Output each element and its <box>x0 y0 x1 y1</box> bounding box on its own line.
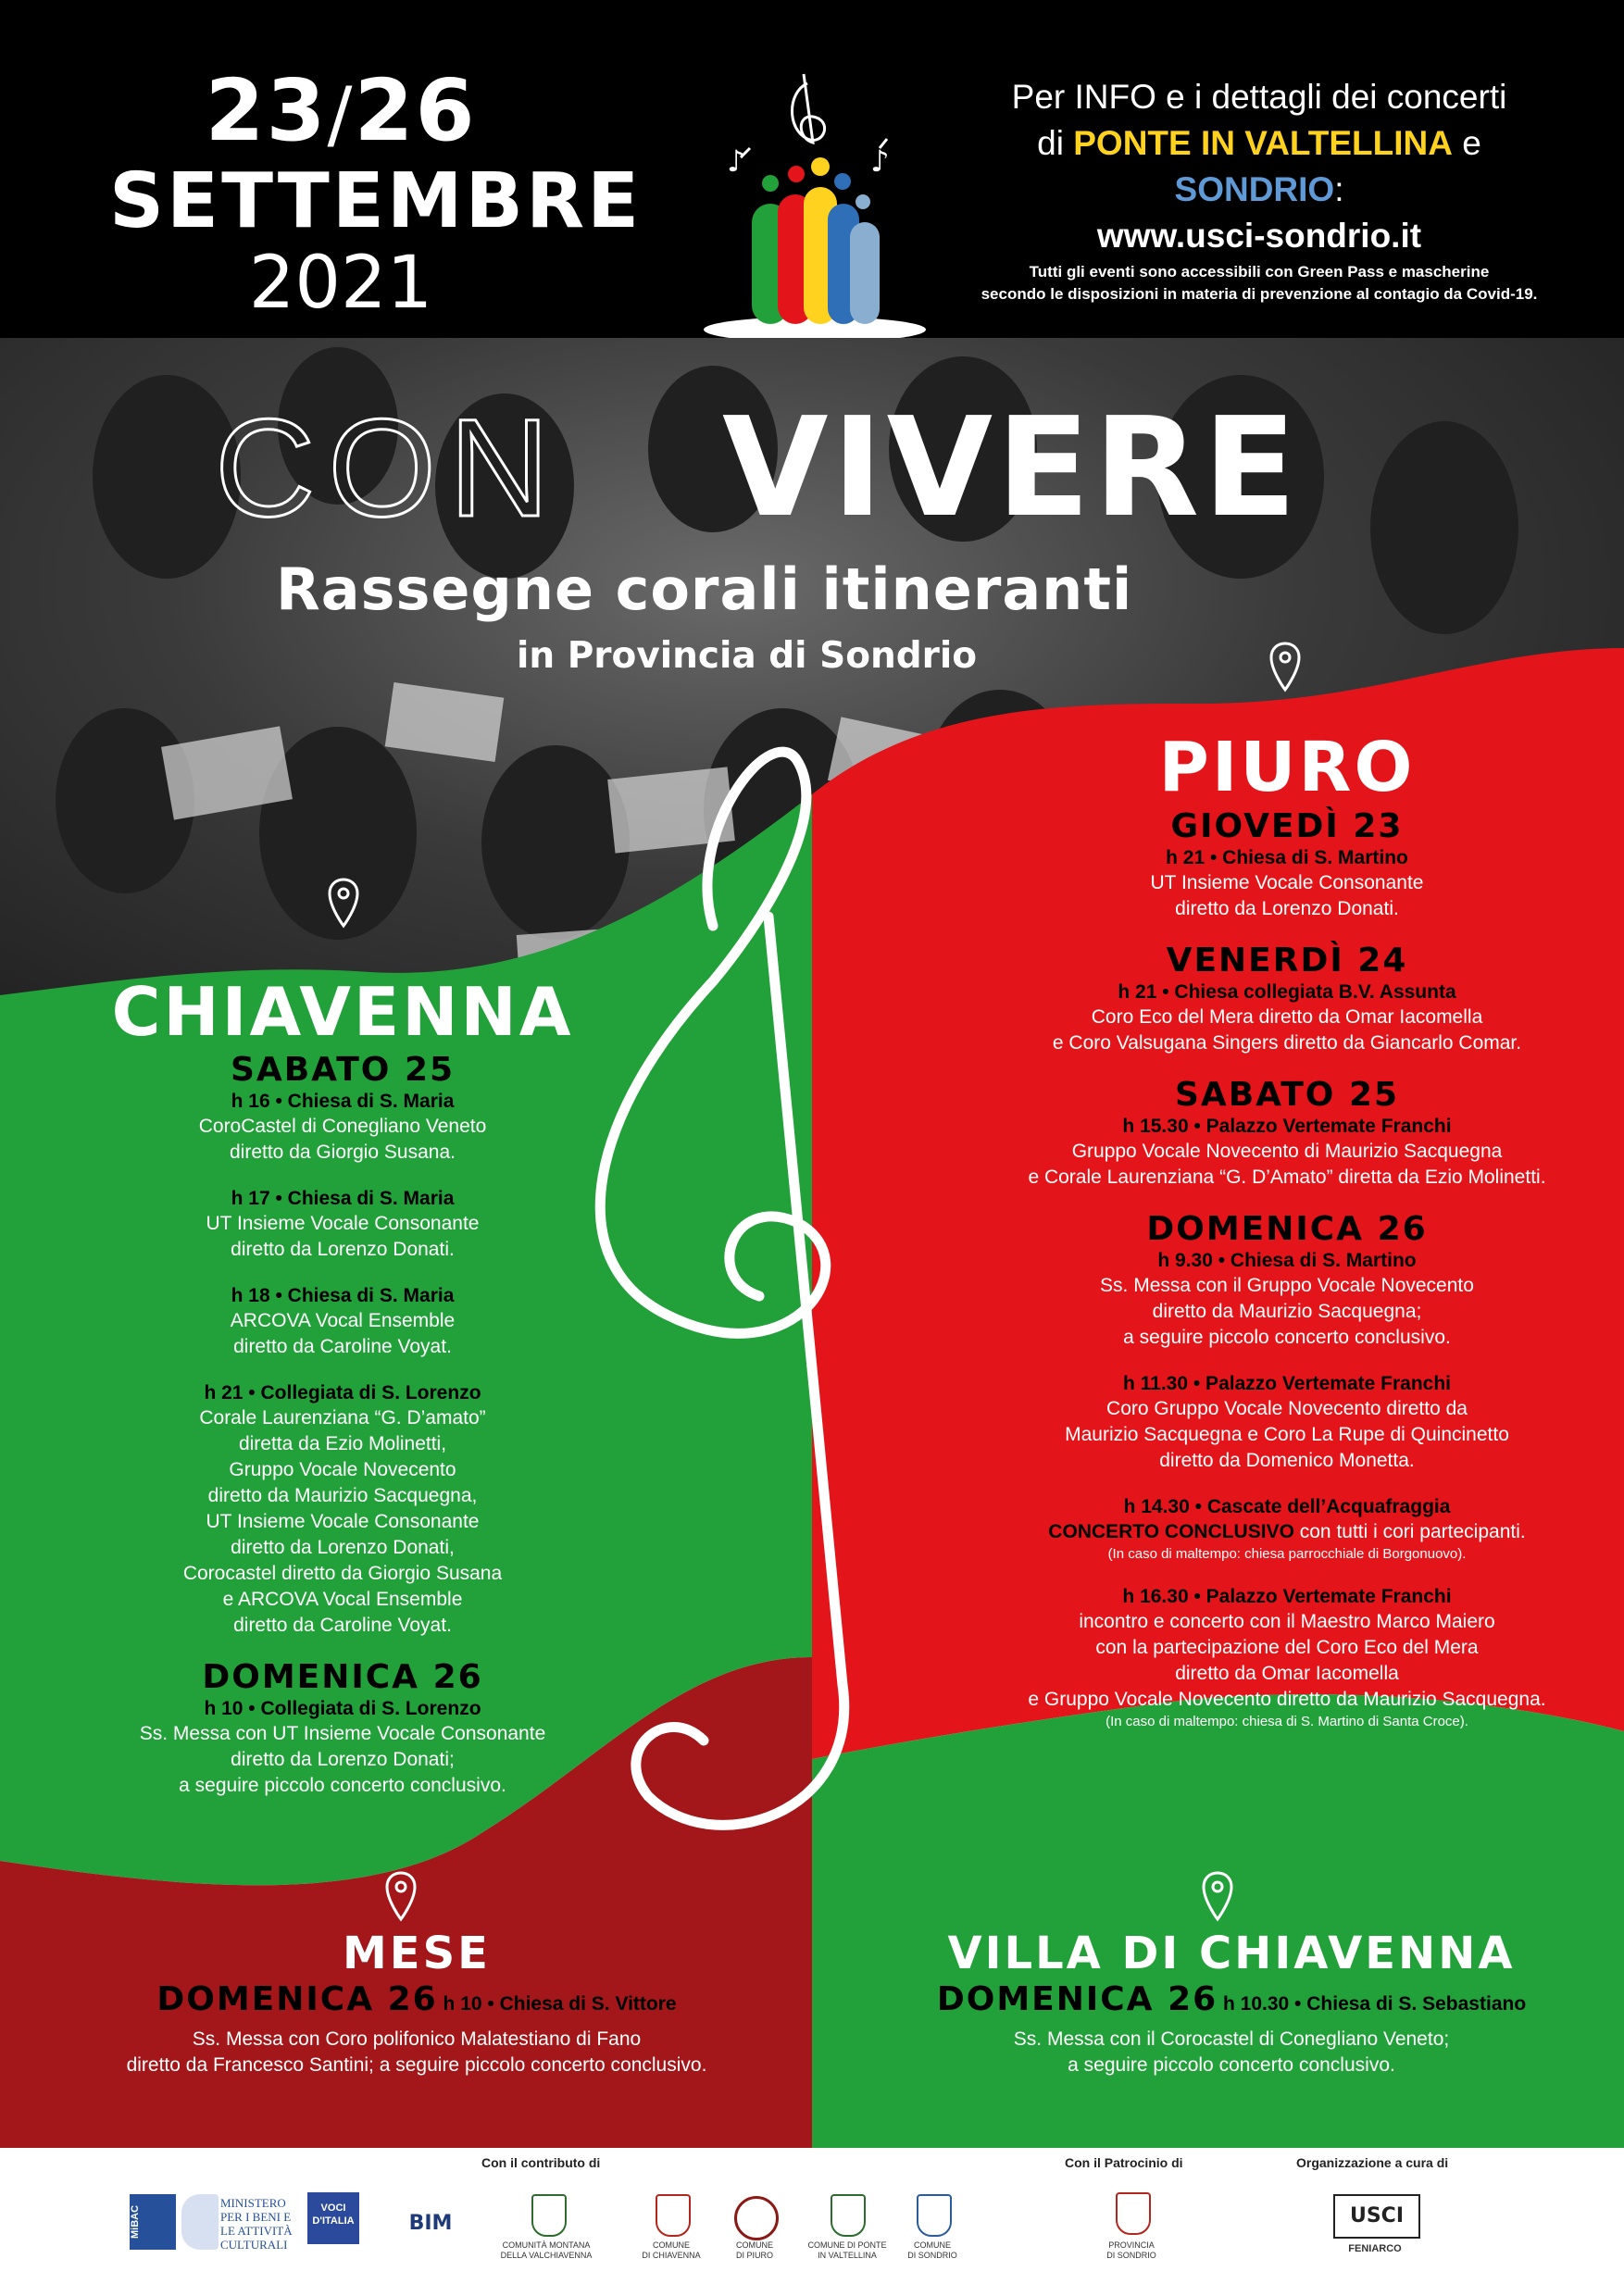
info-city-ponte: PONTE IN VALTELLINA <box>1073 124 1453 162</box>
piuro-ev7-line: incontro e concerto con il Maestro Marco Maiero <box>1079 1611 1495 1632</box>
chiavenna-ev5-head: h 10 • Collegiata di S. Lorenzo <box>204 1698 481 1719</box>
feniarco-caption: FENIARCO <box>1348 2243 1402 2254</box>
piuro-ev5-line: diretto da Domenico Monetta. <box>1159 1450 1415 1471</box>
info-and: e <box>1462 124 1481 162</box>
comunita-montana-crest-icon <box>531 2194 567 2237</box>
chiavenna-ev4-line: diretto da Caroline Voyat. <box>233 1615 452 1636</box>
day-venerdi: VENERDÌ 24 <box>1166 942 1408 980</box>
day-giovedi: GIOVEDÌ 23 <box>1170 807 1404 845</box>
date-start: 23 <box>205 61 328 160</box>
pin-icon-chiavenna <box>330 880 357 926</box>
voci-line: D'ITALIA <box>312 2215 355 2227</box>
svg-text:♪: ♪ <box>727 144 746 179</box>
caption-line: DI CHIAVENNA <box>642 2251 701 2260</box>
piuro-ev5-head: h 11.30 • Palazzo Vertemate Franchi <box>1122 1373 1452 1394</box>
day-domenica: DOMENICA 26 <box>936 1980 1218 2018</box>
caption-line: COMUNE <box>653 2240 690 2250</box>
voci-line: VOCI <box>320 2202 346 2214</box>
piuro-ev4-line: diretto da Maurizio Sacquegna; <box>1152 1301 1422 1322</box>
covid-line2: secondo le disposizioni in materia di prevenzione al contagio da Covid-19. <box>981 285 1538 303</box>
info-pre: di <box>1037 124 1064 162</box>
piuro-ev3-line: e Corale Laurenziana “G. D’Amato” diretta da Ezio Molinetti. <box>1028 1167 1546 1188</box>
piuro-ev1-line: diretto da Lorenzo Donati. <box>1175 898 1399 919</box>
chiavenna-ev4-head: h 21 • Collegiata di S. Lorenzo <box>204 1382 481 1404</box>
mese-line: diretto da Francesco Santini; a seguire piccolo concerto conclusivo. <box>126 2054 707 2076</box>
piuro-block <box>981 727 1593 1731</box>
bim-logo: BIM <box>408 2212 453 2235</box>
caption-line: DELLA VALCHIAVENNA <box>500 2251 593 2260</box>
piuro-ev6-line <box>981 1519 1593 1545</box>
piuro-ev7-head: h 16.30 • Palazzo Vertemate Franchi <box>1122 1586 1452 1607</box>
piuro-ev3-line: Gruppo Vocale Novecento di Maurizio Sacquegna <box>1071 1141 1503 1162</box>
chiavenna-ev3-line: diretto da Caroline Voyat. <box>233 1336 452 1357</box>
villa-date-line <box>870 1979 1593 2027</box>
city-mese: MESE <box>343 1928 491 1979</box>
chiavenna-ev4-line: Corocastel diretto da Giorgio Susana <box>182 1563 503 1584</box>
piuro-ev1-head: h 21 • Chiesa di S. Martino <box>1166 847 1408 868</box>
date-month: SETTEMBRE <box>109 157 643 245</box>
mese-date-line <box>56 1979 778 2027</box>
chiavenna-caption <box>625 2240 718 2261</box>
ministero-line: CULTURALI <box>220 2238 288 2252</box>
villa-line: Ss. Messa con il Corocastel di Conegliano Veneto; <box>1013 2028 1450 2050</box>
caption-line: COMUNITÀ MONTANA <box>502 2240 591 2250</box>
mese-block <box>56 1928 778 2078</box>
pin-icon-piuro <box>1271 643 1299 690</box>
piuro-caption <box>708 2240 801 2261</box>
piuro-ev5-line: Coro Gruppo Vocale Novecento diretto da <box>1106 1398 1468 1419</box>
comunita-montana-caption <box>491 2240 602 2261</box>
piuro-ev7-line: e Gruppo Vocale Novecento diretto da Maurizio Sacquegna. <box>1028 1689 1546 1710</box>
date-slash: / <box>327 71 355 157</box>
ministero-text <box>220 2196 293 2252</box>
provincia-caption <box>1085 2240 1178 2261</box>
city-piuro: PIURO <box>1158 728 1416 807</box>
mese-head: h 10 • Chiesa di S. Vittore <box>437 1993 677 2015</box>
caption-line: DI SONDRIO <box>907 2251 957 2260</box>
chiavenna-ev5-line: Ss. Messa con UT Insieme Vocale Consonante <box>139 1723 546 1744</box>
caption-line: DI SONDRIO <box>1106 2251 1156 2260</box>
piuro-ev4-line: a seguire piccolo concerto conclusivo. <box>1123 1327 1451 1348</box>
voci-ditalia-logo <box>307 2192 359 2244</box>
chiavenna-ev3-head: h 18 • Chiesa di S. Maria <box>231 1285 455 1306</box>
usci-logo: USCI <box>1333 2194 1420 2239</box>
caption-line: DI PIURO <box>735 2251 773 2260</box>
title-con: CON <box>215 390 563 545</box>
date-year: 2021 <box>248 242 433 325</box>
piuro-ev7-line: con la partecipazione del Coro Eco del Mera <box>1095 1637 1479 1658</box>
city-villa-di-chiavenna: VILLA DI CHIAVENNA <box>947 1928 1516 1979</box>
chiavenna-ev4-line: diretta da Ezio Molinetti, <box>238 1433 447 1454</box>
subtitle-province: in Provincia di Sondrio <box>517 635 978 677</box>
chiavenna-ev4-line: Gruppo Vocale Novecento <box>229 1459 456 1480</box>
caption-line: COMUNE <box>914 2240 951 2250</box>
chiavenna-ev5-line: diretto da Lorenzo Donati; <box>231 1749 455 1770</box>
chiavenna-ev4-line: Corale Laurenziana “G. D’amato” <box>199 1407 486 1429</box>
day-domenica: DOMENICA 26 <box>156 1980 438 2018</box>
piuro-ev2-head: h 21 • Chiesa collegiata B.V. Assunta <box>1118 981 1456 1003</box>
piuro-seal-icon <box>734 2196 779 2240</box>
svg-text:♪: ♪ <box>870 144 890 179</box>
mese-line: Ss. Messa con Coro polifonico Malatestiano di Fano <box>192 2028 642 2050</box>
city-chiavenna: CHIAVENNA <box>111 973 574 1051</box>
chiavenna-ev2-head: h 17 • Chiesa di S. Maria <box>231 1188 455 1209</box>
sondrio-caption <box>886 2240 979 2261</box>
day-sabato: SABATO 25 <box>230 1051 456 1089</box>
info-colon: : <box>1334 170 1344 208</box>
chiavenna-ev4-line: UT Insieme Vocale Consonante <box>206 1511 480 1532</box>
villa-line: a seguire piccolo concerto conclusivo. <box>1068 2054 1395 2076</box>
date-end: 26 <box>354 61 477 160</box>
info-city-sondrio: SONDRIO <box>1174 170 1335 208</box>
caption-line: COMUNE DI PONTE <box>807 2240 887 2250</box>
piuro-ev1-line: UT Insieme Vocale Consonante <box>1150 872 1424 893</box>
ministero-line: MINISTERO <box>220 2196 286 2210</box>
piuro-ev5-line: Maurizio Sacquegna e Coro La Rupe di Quincinetto <box>1065 1424 1509 1445</box>
villa-block <box>870 1928 1593 2078</box>
piuro-ev7-note: (In caso di maltempo: chiesa di S. Martino di Santa Croce). <box>1106 1714 1468 1729</box>
patrocinio-label: Con il Patrocinio di <box>1065 2155 1183 2170</box>
day-sabato: SABATO 25 <box>1174 1076 1400 1114</box>
chiavenna-crest-icon <box>656 2194 691 2237</box>
ponte-crest-icon <box>831 2194 866 2237</box>
chiavenna-block <box>46 972 639 1799</box>
chiavenna-ev4-line: e ARCOVA Vocal Ensemble <box>222 1589 463 1610</box>
chiavenna-ev4-line: diretto da Lorenzo Donati, <box>231 1537 455 1558</box>
piuro-ev6-head: h 14.30 • Cascate dell’Acquafraggia <box>1123 1496 1451 1517</box>
contributo-label: Con il contributo di <box>481 2155 601 2170</box>
piuro-ev2-line: Coro Eco del Mera diretto da Omar Iacomella <box>1091 1006 1483 1028</box>
chiavenna-ev1-head: h 16 • Chiesa di S. Maria <box>231 1091 455 1112</box>
mibac-logo: MiBAC <box>130 2194 176 2250</box>
covid-line1: Tutti gli eventi sono accessibili con Green Pass e mascherine <box>1029 263 1490 281</box>
chiavenna-ev3-line: ARCOVA Vocal Ensemble <box>230 1310 456 1331</box>
ministero-line: LE ATTIVITÀ <box>220 2224 293 2238</box>
sponsors-footer <box>0 2148 1624 2296</box>
dante-profile-icon <box>181 2194 219 2250</box>
sondrio-crest-icon <box>917 2194 952 2237</box>
info-line1: Per INFO e i dettagli dei concerti <box>1011 78 1507 116</box>
piuro-ev2-line: e Coro Valsugana Singers diretto da Giancarlo Comar. <box>1052 1032 1522 1054</box>
subtitle: Rassegne corali itineranti <box>276 555 1133 623</box>
organizzazione-label: Organizzazione a cura di <box>1296 2155 1449 2170</box>
chiavenna-ev2-line: diretto da Lorenzo Donati. <box>231 1239 455 1260</box>
day-domenica: DOMENICA 26 <box>1146 1210 1428 1248</box>
piuro-ev6-note: (In caso di maltempo: chiesa parrocchiale di Borgonuovo). <box>1107 1546 1467 1562</box>
chiavenna-ev2-line: UT Insieme Vocale Consonante <box>206 1213 480 1234</box>
chiavenna-ev5-line: a seguire piccolo concerto conclusivo. <box>179 1775 506 1796</box>
day-domenica: DOMENICA 26 <box>202 1658 483 1696</box>
piuro-ev4-head: h 9.30 • Chiesa di S. Martino <box>1157 1250 1417 1271</box>
villa-head: h 10.30 • Chiesa di S. Sebastiano <box>1218 1993 1527 2015</box>
chiavenna-ev1-line: CoroCastel di Conegliano Veneto <box>198 1116 487 1137</box>
caption-line: IN VALTELLINA <box>818 2251 877 2260</box>
caption-line: COMUNE <box>736 2240 773 2250</box>
piuro-ev3-head: h 15.30 • Palazzo Vertemate Franchi <box>1122 1116 1452 1137</box>
ministero-line: PER I BENI E <box>220 2210 292 2224</box>
info-url-link[interactable]: www.usci-sondrio.it <box>1096 217 1422 255</box>
title-vivere: VIVERE <box>722 388 1301 547</box>
chiavenna-ev1-line: diretto da Giorgio Susana. <box>230 1142 456 1163</box>
piuro-ev4-line: Ss. Messa con il Gruppo Vocale Novecento <box>1100 1275 1474 1296</box>
provincia-crest-icon <box>1116 2192 1151 2235</box>
caption-line: PROVINCIA <box>1108 2240 1155 2250</box>
chiavenna-ev4-line: diretto da Maurizio Sacquegna, <box>207 1485 478 1506</box>
piuro-ev7-line: diretto da Omar Iacomella <box>1175 1663 1399 1684</box>
panel-green-villa <box>812 1694 1624 2148</box>
concerto-conclusivo-label: CONCERTO CONCLUSIVO <box>1048 1521 1294 1542</box>
piuro-ev6-rest: con tutti i cori partecipanti. <box>1293 1521 1526 1542</box>
